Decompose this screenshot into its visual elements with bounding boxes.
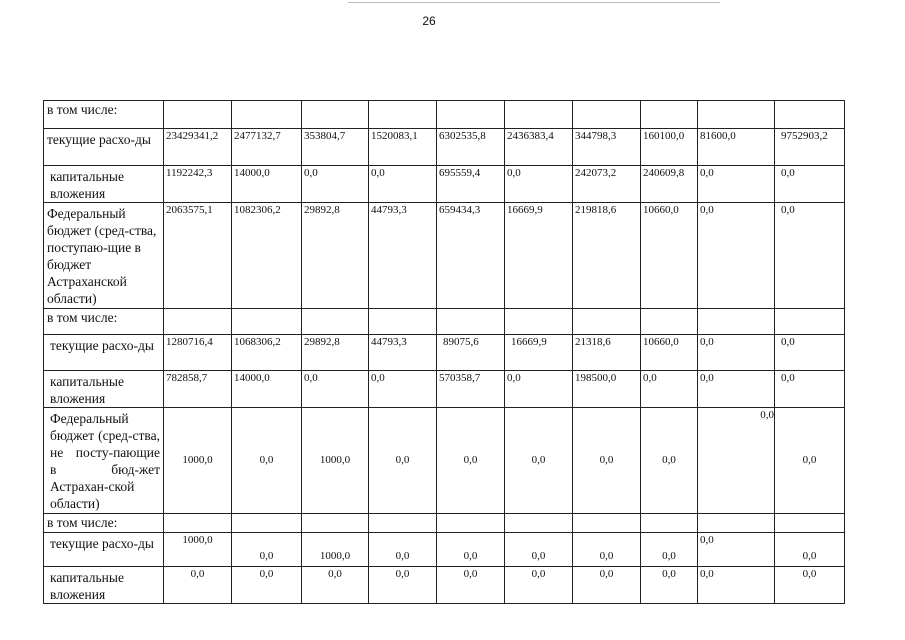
cell: 6302535,8	[437, 129, 505, 166]
row-label: текущие расхо-ды	[44, 335, 164, 371]
cell: 44793,3	[369, 203, 437, 309]
cell: 0,0	[369, 408, 437, 514]
cell: 0,0	[641, 567, 698, 604]
cell: 0,0	[369, 166, 437, 203]
row-label: текущие расхо-ды	[44, 129, 164, 166]
cell	[698, 309, 775, 335]
cell: 0,0	[775, 371, 845, 408]
cell: 1068306,2	[232, 335, 302, 371]
cell: 198500,0	[573, 371, 641, 408]
cell: 0,0	[775, 335, 845, 371]
cell	[369, 309, 437, 335]
cell: 1192242,3	[164, 166, 232, 203]
cell: 0,0	[698, 335, 775, 371]
table-row	[44, 514, 845, 533]
cell: 0,0	[302, 166, 369, 203]
cell: 0,0	[505, 371, 573, 408]
cell: 14000,0	[232, 371, 302, 408]
cell: 14000,0	[232, 166, 302, 203]
cell	[302, 514, 369, 533]
cell: 219818,6	[573, 203, 641, 309]
cell	[505, 101, 573, 129]
cell: 10660,0	[641, 335, 698, 371]
cell: 0,0	[641, 533, 698, 567]
cell: 0,0	[775, 203, 845, 309]
cell: 1082306,2	[232, 203, 302, 309]
cell: 0,0	[369, 533, 437, 567]
cell	[164, 101, 232, 129]
cell: 44793,3	[369, 335, 437, 371]
cell: 1280716,4	[164, 335, 232, 371]
cell: 0,0	[437, 408, 505, 514]
cell: 89075,6	[437, 335, 505, 371]
cell: 0,0	[775, 533, 845, 567]
row-label: в том числе:	[44, 309, 164, 335]
cell: 0,0	[698, 533, 775, 567]
page-number: 26	[422, 14, 436, 28]
cell	[369, 101, 437, 129]
cell: 0,0	[232, 533, 302, 567]
cell: 2477132,7	[232, 129, 302, 166]
cell	[164, 514, 232, 533]
cell: 0,0	[698, 371, 775, 408]
cell: 9752903,2	[775, 129, 845, 166]
cell	[437, 514, 505, 533]
cell: 353804,7	[302, 129, 369, 166]
table-row	[44, 129, 845, 166]
cell	[775, 514, 845, 533]
cell: 0,0	[573, 533, 641, 567]
cell	[302, 309, 369, 335]
cell: 695559,4	[437, 166, 505, 203]
cell: 1000,0	[164, 408, 232, 514]
cell: 0,0	[641, 408, 698, 514]
table-row	[44, 567, 845, 604]
cell: 0,0	[641, 371, 698, 408]
cell	[641, 514, 698, 533]
table-row	[44, 408, 845, 514]
cell: 0,0	[232, 567, 302, 604]
cell: 2436383,4	[505, 129, 573, 166]
cell: 0,0	[505, 408, 573, 514]
cell: 2063575,1	[164, 203, 232, 309]
cell: 29892,8	[302, 335, 369, 371]
cell	[505, 514, 573, 533]
row-label: Федеральный бюджет (сред-ства, не посту-пающие в бюд-жет Астрахан-ской области)	[44, 408, 164, 514]
cell	[302, 101, 369, 129]
table-row	[44, 335, 845, 371]
cell: 0,0	[505, 166, 573, 203]
cell: 240609,8	[641, 166, 698, 203]
cell	[573, 514, 641, 533]
row-label: Федеральный бюджет (сред-ства, поступаю-щие в бюджет Астраханской области)	[44, 203, 164, 309]
cell: 0,0	[775, 408, 845, 514]
cell	[369, 514, 437, 533]
cell: 659434,3	[437, 203, 505, 309]
cell: 0,0	[164, 567, 232, 604]
cell: 23429341,2	[164, 129, 232, 166]
cell: 1000,0	[302, 533, 369, 567]
cell: 0,0	[437, 567, 505, 604]
cell: 0,0	[302, 371, 369, 408]
row-label: в том числе:	[44, 514, 164, 533]
cell	[505, 309, 573, 335]
cell	[232, 101, 302, 129]
table-row	[44, 533, 845, 567]
cell: 782858,7	[164, 371, 232, 408]
table-row	[44, 101, 845, 129]
row-label: в том числе:	[44, 101, 164, 129]
table-row	[44, 371, 845, 408]
cell: 344798,3	[573, 129, 641, 166]
row-label: капитальные вложения	[44, 166, 164, 203]
table-row	[44, 309, 845, 335]
cell	[437, 101, 505, 129]
cell: 0,0	[573, 567, 641, 604]
cell	[232, 514, 302, 533]
cell	[698, 514, 775, 533]
cell	[232, 309, 302, 335]
cell: 81600,0	[698, 129, 775, 166]
cell: 0,0	[437, 533, 505, 567]
cell: 242073,2	[573, 166, 641, 203]
row-label: текущие расхо-ды	[44, 533, 164, 567]
cell	[437, 309, 505, 335]
cell: 10660,0	[641, 203, 698, 309]
cell: 16669,9	[505, 203, 573, 309]
cell: 0,0	[302, 567, 369, 604]
cell	[573, 309, 641, 335]
cell	[641, 101, 698, 129]
cell: 0,0	[775, 166, 845, 203]
cell: 0,0	[573, 408, 641, 514]
cell: 0,0	[698, 203, 775, 309]
table-row	[44, 166, 845, 203]
cell: 0,0	[505, 567, 573, 604]
row-label: капитальные вложения	[44, 371, 164, 408]
cell	[698, 101, 775, 129]
cell: 29892,8	[302, 203, 369, 309]
cell	[164, 309, 232, 335]
cell	[573, 101, 641, 129]
cell: 0,0	[698, 567, 775, 604]
cell: 570358,7	[437, 371, 505, 408]
row-label: капитальные вложения	[44, 567, 164, 604]
cell: 0,0	[698, 166, 775, 203]
cell: 0,0	[505, 533, 573, 567]
budget-table	[43, 100, 845, 604]
cell: 160100,0	[641, 129, 698, 166]
cell: 0,0	[369, 371, 437, 408]
cell: 21318,6	[573, 335, 641, 371]
cell: 0,0	[698, 408, 775, 514]
cell	[641, 309, 698, 335]
cell: 1520083,1	[369, 129, 437, 166]
cell: 0,0	[775, 567, 845, 604]
cell: 16669,9	[505, 335, 573, 371]
cell: 1000,0	[302, 408, 369, 514]
cell: 0,0	[369, 567, 437, 604]
header-rule	[348, 2, 720, 3]
cell: 1000,0	[164, 533, 232, 567]
cell	[775, 309, 845, 335]
table-row	[44, 203, 845, 309]
cell: 0,0	[232, 408, 302, 514]
cell	[775, 101, 845, 129]
